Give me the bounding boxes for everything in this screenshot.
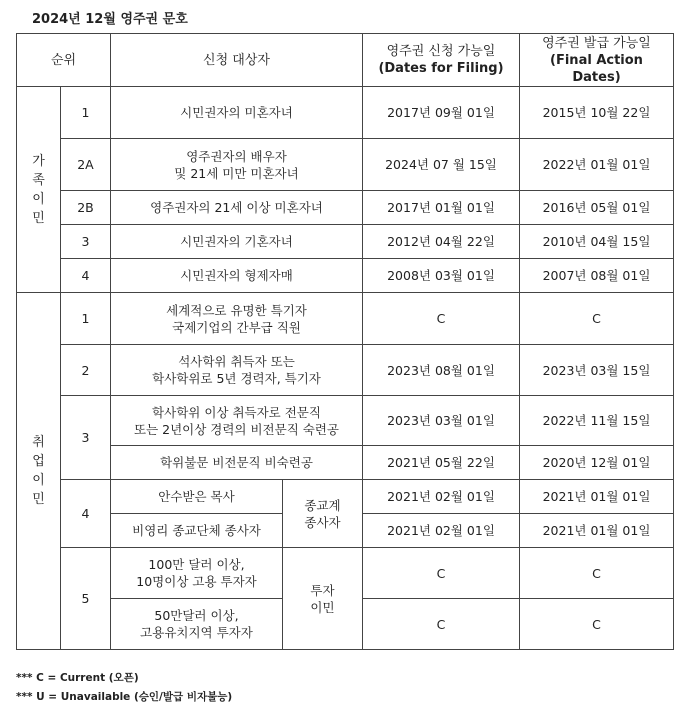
category-cell: 100만 달러 이상, 10명이상 고용 투자자 bbox=[111, 548, 283, 599]
final-date: 2015년 10월 22일 bbox=[520, 87, 674, 139]
rank-cell: 2A bbox=[61, 139, 111, 191]
header-final bbox=[520, 34, 674, 87]
header-filing-ko: 영주권 신청 가능일 bbox=[386, 44, 496, 59]
final-date: C bbox=[520, 293, 674, 345]
filing-date: 2012년 04월 22일 bbox=[363, 225, 520, 259]
rank-cell: 3 bbox=[61, 396, 111, 480]
filing-date: C bbox=[363, 293, 520, 345]
final-date: 2016년 05월 01일 bbox=[520, 191, 674, 225]
table-row bbox=[17, 87, 674, 139]
header-filing bbox=[363, 34, 520, 87]
final-date: 2022년 11월 15일 bbox=[520, 396, 674, 446]
header-category: 신청 대상자 bbox=[111, 34, 363, 87]
filing-date: 2017년 01월 01일 bbox=[363, 191, 520, 225]
final-date: 2021년 01월 01일 bbox=[520, 480, 674, 514]
category-cell: 50만달러 이상, 고용유치지역 투자자 bbox=[111, 599, 283, 650]
filing-date: 2023년 03월 01일 bbox=[363, 396, 520, 446]
table-row bbox=[17, 446, 674, 480]
table-row bbox=[17, 259, 674, 293]
category-cell: 안수받은 목사 bbox=[111, 480, 283, 514]
note-current: *** C = Current (오픈) bbox=[16, 672, 139, 684]
rank-cell: 2 bbox=[61, 345, 111, 396]
filing-date: 2021년 02월 01일 bbox=[363, 514, 520, 548]
category-cell: 학위불문 비전문직 비숙련공 bbox=[111, 446, 363, 480]
category-cell: 영주권자의 21세 이상 미혼자녀 bbox=[111, 191, 363, 225]
category-cell: 석사학위 취득자 또는 학사학위로 5년 경력자, 특기자 bbox=[111, 345, 363, 396]
table-row bbox=[17, 293, 674, 345]
final-date: 2020년 12월 01일 bbox=[520, 446, 674, 480]
final-date: 2023년 03월 15일 bbox=[520, 345, 674, 396]
table-row bbox=[17, 345, 674, 396]
header-final-ko: 영주권 발급 가능일 bbox=[542, 35, 651, 51]
table-row bbox=[17, 191, 674, 225]
visa-bulletin-table bbox=[16, 33, 674, 650]
table-row bbox=[17, 225, 674, 259]
rank-cell: 4 bbox=[61, 480, 111, 548]
header-final-en: (Final Action Dates) bbox=[550, 52, 643, 85]
final-date: 2007년 08월 01일 bbox=[520, 259, 674, 293]
note-unavailable: *** U = Unavailable (승인/발급 비자불능) bbox=[16, 691, 233, 703]
category-cell: 학사학위 이상 취득자로 전문직 또는 2년이상 경력의 비전문직 숙련공 bbox=[111, 396, 363, 446]
filing-date: C bbox=[363, 548, 520, 599]
rank-cell: 4 bbox=[61, 259, 111, 293]
filing-date: 2021년 02월 01일 bbox=[363, 480, 520, 514]
category-cell: 비영리 종교단체 종사자 bbox=[111, 514, 283, 548]
category-cell: 영주권자의 배우자 및 21세 미만 미혼자녀 bbox=[111, 139, 363, 191]
table-row bbox=[17, 396, 674, 446]
filing-date: 2024년 07 월 15일 bbox=[363, 139, 520, 191]
filing-date: 2023년 08월 01일 bbox=[363, 345, 520, 396]
category-cell: 시민권자의 형제자매 bbox=[111, 259, 363, 293]
employment-section-label: 취 업 이 민 bbox=[17, 293, 61, 650]
final-date: 2021년 01월 01일 bbox=[520, 514, 674, 548]
table-row bbox=[17, 139, 674, 191]
header-filing-en: (Dates for Filing) bbox=[378, 61, 504, 76]
rank-cell: 3 bbox=[61, 225, 111, 259]
filing-date: 2008년 03월 01일 bbox=[363, 259, 520, 293]
page-title: 2024년 12월 영주권 문호 bbox=[32, 12, 188, 27]
final-date: C bbox=[520, 599, 674, 650]
rank-cell: 1 bbox=[61, 293, 111, 345]
table-row bbox=[17, 480, 674, 514]
table-row bbox=[17, 548, 674, 599]
filing-date: 2021년 05월 22일 bbox=[363, 446, 520, 480]
category-cell: 시민권자의 기혼자녀 bbox=[111, 225, 363, 259]
table-header-row bbox=[17, 34, 674, 87]
final-date: 2022년 01월 01일 bbox=[520, 139, 674, 191]
family-section-label: 가 족 이 민 bbox=[17, 87, 61, 293]
category-cell: 세계적으로 유명한 특기자 국제기업의 간부급 직원 bbox=[111, 293, 363, 345]
final-date: C bbox=[520, 548, 674, 599]
rank-cell: 5 bbox=[61, 548, 111, 650]
filing-date: 2017년 09월 01일 bbox=[363, 87, 520, 139]
rank-cell: 1 bbox=[61, 87, 111, 139]
investor-group-cell: 투자 이민 bbox=[283, 548, 363, 650]
filing-date: C bbox=[363, 599, 520, 650]
religious-group-cell: 종교계 종사자 bbox=[283, 480, 363, 548]
header-rank: 순위 bbox=[17, 34, 111, 87]
final-date: 2010년 04월 15일 bbox=[520, 225, 674, 259]
category-cell: 시민권자의 미혼자녀 bbox=[111, 87, 363, 139]
rank-cell: 2B bbox=[61, 191, 111, 225]
